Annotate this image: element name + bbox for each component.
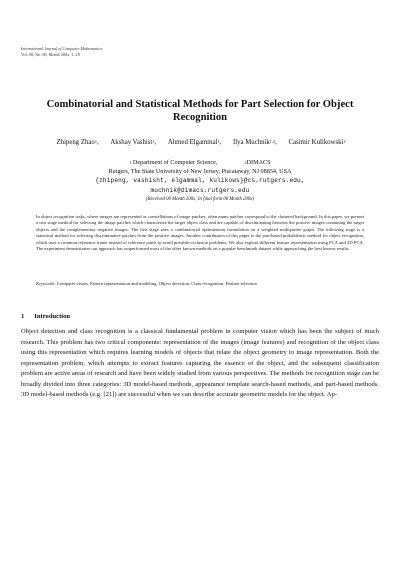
affiliation-mark: 1 [129, 159, 132, 165]
received-date: (Received 00 Month 200x; In final form 00 Month 200x) [145, 196, 255, 202]
keywords-label: Keywords: [36, 281, 56, 286]
author-name: Akshay Vashist [110, 139, 153, 146]
intro-paragraph: Object detection and class recognition is a classical fundamental problem in computer vision which has been the subject of much research. This problem has two critical components: representation of the images (image features) and recognition of the object class using this representation which requires learning models of objects that relate the object geometry to image representation. Both the representation problem, which attempts to extract features capturing the essence of the object, and the subsequent classification problem are active areas of research and have been widely studied from various perspectives. The methods for recognition stage can be broadly divided into three categories: 3D model-based methods, appearance template search-based methods, and part-based methods. 3D model-based methods (e.g. [21]) are successful when we can describe accurate geometric models for the object. Ap- [21, 328, 379, 398]
author-name: Casimir Kulikowski [288, 139, 344, 146]
author-name: Zhipeng Zhao [56, 139, 95, 146]
author: Ilya Muchnik$^{1,2}$, [232, 139, 277, 146]
author: Ahmed Elgammal$^1$, [167, 139, 222, 146]
journal-volume: Vol. 00, No. 00, Month 200x, 1–18 [21, 51, 80, 57]
author-affiliation-mark: 1 [94, 139, 97, 144]
email-line: muchnik@dimacs.rutgers.edu [150, 186, 250, 194]
author-affiliation-mark: 1 [152, 139, 155, 144]
author-affiliation-mark: 1 [343, 139, 346, 144]
journal-header [21, 46, 102, 57]
author: Akshay Vashist$^1$, [110, 139, 157, 146]
affiliation-mark: 2 [244, 159, 247, 165]
author-name: Ilya Muchnik [232, 139, 270, 146]
author-list [40, 138, 362, 149]
author-affiliation-mark: 1,2 [269, 139, 276, 144]
department-name: Department of Computer Science, [132, 159, 218, 166]
department-line [40, 158, 360, 167]
section-number: 1 [21, 313, 25, 320]
section-title: Introduction [34, 313, 71, 320]
abstract: In object recognition tasks, where images are represented as constellations of image patches, often many patches correspond to the cluttered background. In this paper, we present a two stage method for selecting the image patches which characterize the target object class and are capable of discriminating between the positive images containing the target objects and the complementary negative images. The first stage uses a combinatorial optimization formulation on a weighted multipartite graph. The following stage is a statistical method for selecting discriminative patches from the positive images. Another contribution of this paper is the part-based probabilistic method for object recognition, which uses a common reference frame instead of reference patch to avoid possible occlusion problems. We also explore different feature representation using PCA and 2D PCA. The experiment demonstrates our approach has outperformed most of the other known methods on a popular benchmark dataset while approaching the best known results. [36, 214, 364, 252]
author [288, 139, 345, 146]
journal-name: International Journal of Computer Mathematics [21, 46, 102, 51]
author-name: Ahmed Elgammal [167, 139, 218, 146]
university-line: Rutgers, The State University of New Jersey, Piscataway, NJ 08854, USA [108, 168, 292, 176]
section-heading [21, 313, 70, 320]
affiliation-block [40, 158, 360, 204]
email-line: {zhipeng, vashisht, elgammal, kulikows}@cs.rutgers.edu, [95, 177, 305, 185]
author: Zhipeng Zhao$^1$, [56, 139, 99, 146]
keywords-list: Computer vision, Pattern representation and modeling, Object detection, Class recognition, Feature selection [56, 281, 257, 286]
keywords [36, 281, 364, 287]
department-name: DIMACS [246, 159, 271, 166]
paper-title: Combinatorial and Statistical Methods for Part Selection for Object Recognition [46, 99, 354, 123]
author-affiliation-mark: 1 [217, 139, 220, 144]
